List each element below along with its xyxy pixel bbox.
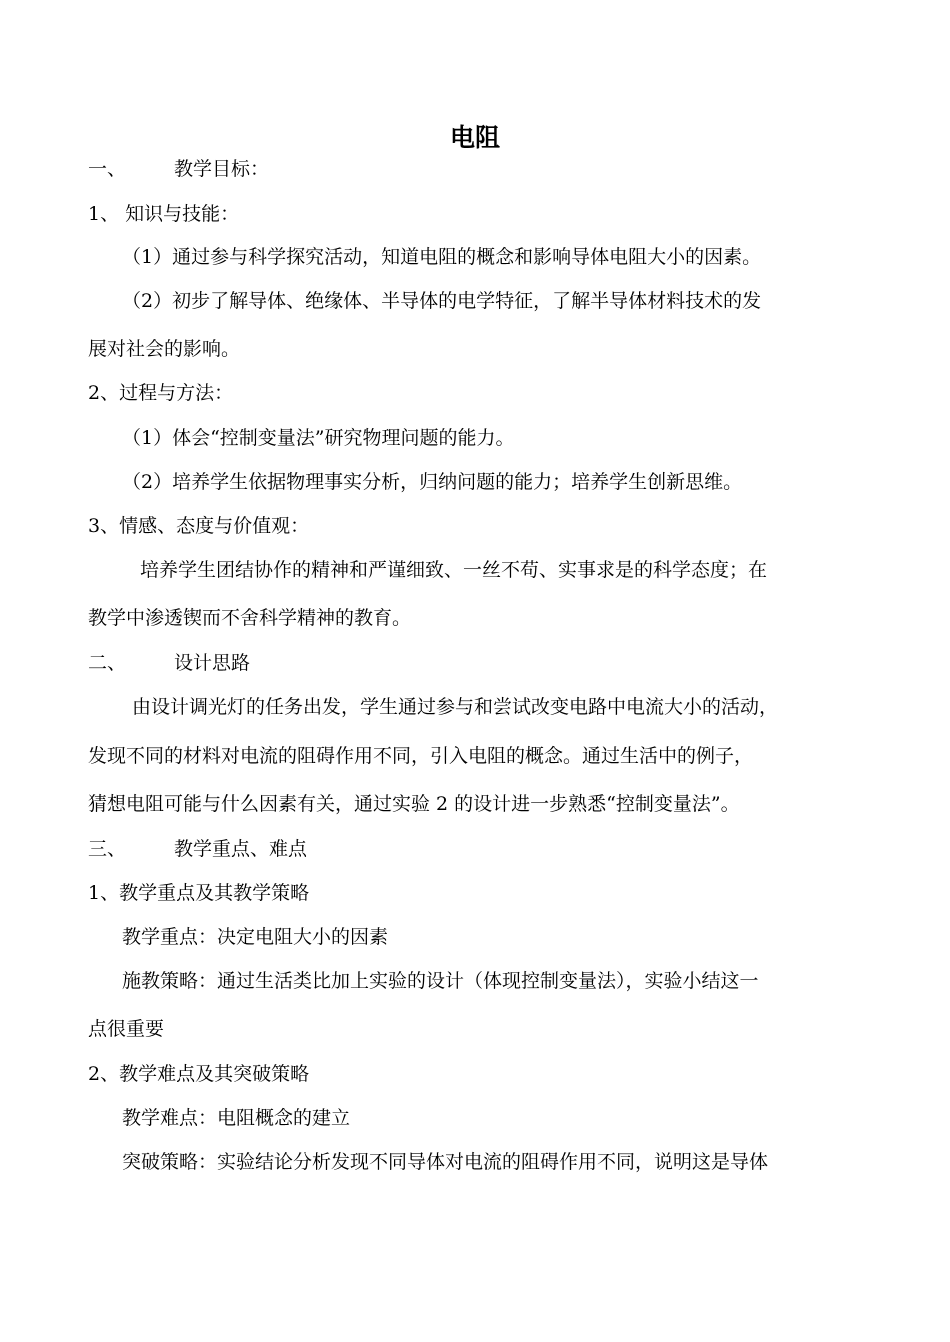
paragraph-line: 1、 知识与技能： [88, 203, 240, 225]
section-number: 三、 [88, 838, 127, 860]
section-number: 一、 [88, 158, 127, 180]
paragraph-line: 培养学生团结协作的精神和严谨细致、一丝不苟、实事求是的科学态度；在 [140, 559, 768, 581]
paragraph-line: （1）体会“控制变量法”研究物理问题的能力。 [122, 427, 515, 449]
paragraph-line: 教学难点：电阻概念的建立 [122, 1107, 351, 1129]
paragraph-line: 突破策略：实验结论分析发现不同导体对电流的阻碍作用不同，说明这是导体 [122, 1151, 769, 1173]
paragraph-line: 2、教学难点及其突破策略 [88, 1063, 310, 1085]
paragraph-line: 3、情感、态度与价值观： [88, 515, 310, 537]
section-title: 设计思路 [174, 652, 251, 674]
section-title: 教学目标： [174, 158, 270, 180]
section-title: 教学重点、难点 [174, 838, 308, 860]
paragraph-line: 展对社会的影响。 [88, 338, 241, 360]
paragraph-line: 由设计调光灯的任务出发，学生通过参与和尝试改变电路中电流大小的活动， [132, 696, 779, 718]
paragraph-line: 1、教学重点及其教学策略 [88, 882, 310, 904]
paragraph-line: 教学重点：决定电阻大小的因素 [122, 926, 389, 948]
section-heading-2 [88, 649, 250, 677]
document-title: 电阻 [449, 123, 500, 152]
section-heading-1 [88, 155, 269, 183]
paragraph-line: （2）培养学生依据物理事实分析，归纳问题的能力；培养学生创新思维。 [122, 471, 743, 493]
paragraph-line: （1）通过参与科学探究活动，知道电阻的概念和影响导体电阻大小的因素。 [122, 246, 762, 268]
section-number: 二、 [88, 652, 127, 674]
paragraph-line: 教学中渗透锲而不舍科学精神的教育。 [88, 607, 412, 629]
paragraph-line: 点很重要 [88, 1018, 165, 1040]
paragraph-line: 2、过程与方法： [88, 382, 234, 404]
section-heading-3 [88, 835, 307, 863]
paragraph-line: 施教策略：通过生活类比加上实验的设计（体现控制变量法），实验小结这一 [122, 970, 759, 992]
paragraph-line: 发现不同的材料对电流的阻碍作用不同，引入电阻的概念。通过生活中的例子， [88, 745, 754, 767]
paragraph-line: 猜想电阻可能与什么因素有关，通过实验 2 的设计进一步熟悉“控制变量法”。 [88, 793, 740, 815]
paragraph-line: （2）初步了解导体、绝缘体、半导体的电学特征，了解半导体材料技术的发 [122, 290, 762, 312]
